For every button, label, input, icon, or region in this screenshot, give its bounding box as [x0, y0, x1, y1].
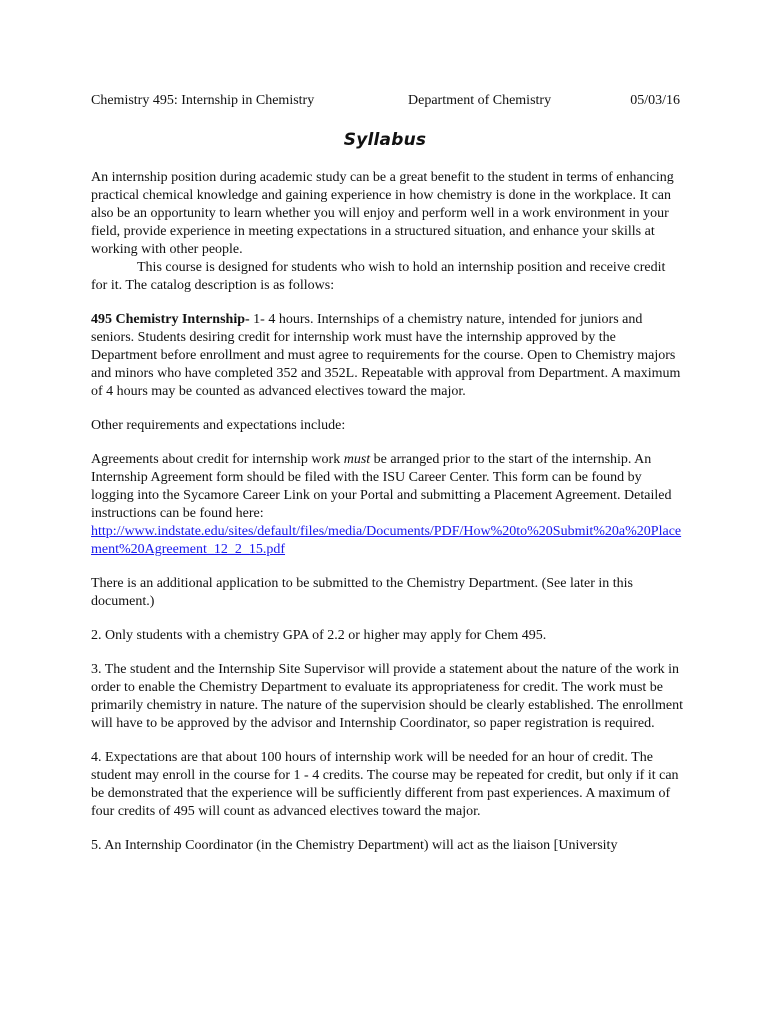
- page-title: Syllabus: [343, 130, 427, 150]
- placement-agreement-link[interactable]: http://www.indstate.edu/sites/default/files/media/Documents/PDF/How%20to%20Submit%20a%20Placement%20Agreement_12_2_15.pdf: [91, 524, 682, 557]
- other-requirements-heading: Other requirements and expectations include:: [91, 418, 346, 433]
- agreements-emphasis: must: [343, 452, 371, 467]
- agreements-paragraph: [91, 451, 683, 559]
- catalog-description: [91, 311, 683, 401]
- requirement-item-4: 4. Expectations are that about 100 hours of internship work will be needed for an hour of credit. The student may enroll in the course for 1 - 4 credits. The course may be repeated for credit, but only if it can be demonstrated that the experience will be sufficiently different from past experiences. A maximum of four credits of 495 will count as advanced electives toward the major.: [91, 750, 679, 819]
- course-purpose-paragraph: This course is designed for students who wish to hold an internship position and receive credit for it. The catalog description is as follows:: [91, 260, 666, 293]
- requirement-item-5: 5. An Internship Coordinator (in the Chemistry Department) will act as the liaison [University: [91, 838, 618, 853]
- page-header: [91, 93, 680, 113]
- course-title: Chemistry 495: Internship in Chemistry: [91, 93, 315, 108]
- document-body: [91, 169, 683, 871]
- document-date: 05/03/16: [630, 93, 680, 108]
- catalog-course-name: 495 Chemistry Internship-: [91, 312, 250, 327]
- requirement-item-2: 2. Only students with a chemistry GPA of 2.2 or higher may apply for Chem 495.: [91, 628, 547, 643]
- intro-paragraph: An internship position during academic study can be a great benefit to the student in terms of enhancing practical chemical knowledge and gaining experience in how chemistry is done in the workplace. It can also be an opportunity to learn whether you will enjoy and perform well in a work environment in your field, provide experience in meeting expectations in a structured situation, and enhance your skills at working with other people.: [91, 170, 674, 257]
- requirement-item-3: 3. The student and the Internship Site Supervisor will provide a statement about the nature of the work in order to enable the Chemistry Department to evaluate its appropriateness for credit. The work must be primarily chemistry in nature. The nature of the supervision should be clearly established. The enrollment will have to be approved by the advisor and Internship Coordinator, so paper registration is required.: [91, 662, 683, 731]
- catalog-text: 1- 4 hours. Internships of a chemistry nature, intended for juniors and seniors. Students desiring credit for internship work must have the internship approved by the Department before enrollment and must agree to requirements for the course. Open to Chemistry majors and minors who have completed 352 and 352L. Repeatable with approval from Department. A maximum of 4 hours may be counted as advanced electives toward the major.: [91, 312, 681, 399]
- agreements-text-before: Agreements about credit for internship work: [91, 452, 344, 467]
- department-name: Department of Chemistry: [408, 93, 552, 108]
- agreements-text-after: be arranged prior to the start of the internship. An Internship Agreement form should be filed with the ISU Career Center. This form can be found by logging into the Sycamore Career Link on your Portal and submitting a Placement Agreement. Detailed instructions can be found here:: [91, 452, 672, 521]
- additional-application-paragraph: There is an additional application to be submitted to the Chemistry Department. (See later in this document.): [91, 576, 633, 609]
